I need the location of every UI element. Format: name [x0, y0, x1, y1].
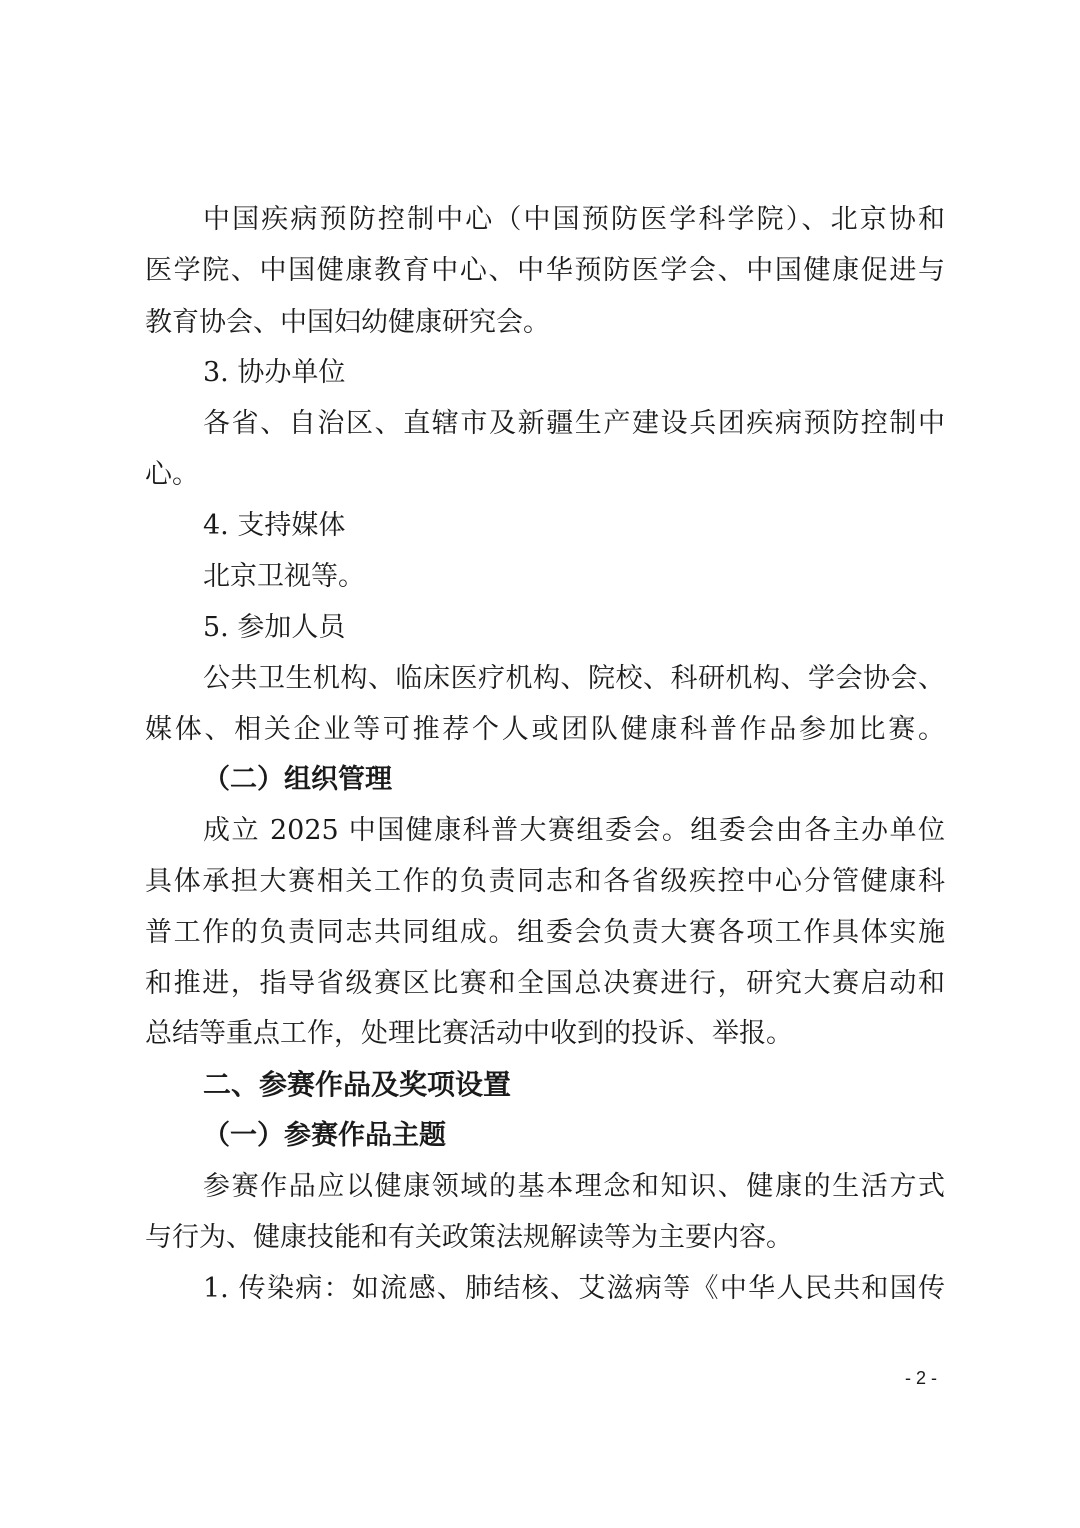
paragraph-line: 和推进，指导省级赛区比赛和全国总决赛进行，研究大赛启动和: [145, 968, 945, 999]
paragraph-line: 中国疾病预防控制中心（中国预防医学科学院）、北京协和: [203, 204, 945, 235]
paragraph-line: 具体承担大赛相关工作的负责同志和各省级疾控中心分管健康科: [145, 866, 945, 897]
paragraph-line: 参赛作品应以健康领域的基本理念和知识、健康的生活方式: [203, 1171, 945, 1202]
paragraph-line: 北京卫视等。: [203, 561, 365, 592]
paragraph-line: 1. 传染病：如流感、肺结核、艾滋病等《中华人民共和国传: [203, 1273, 945, 1304]
paragraph-line: 总结等重点工作，处理比赛活动中收到的投诉、举报。: [145, 1018, 793, 1049]
section-item-heading: 5. 参加人员: [203, 612, 346, 643]
paragraph-line: 普工作的负责同志共同组成。组委会负责大赛各项工作具体实施: [145, 917, 945, 948]
subsection-heading: （一）参赛作品主题: [203, 1120, 446, 1151]
paragraph-line: 媒体、相关企业等可推荐个人或团队健康科普作品参加比赛。: [145, 714, 945, 745]
section-heading: 二、参赛作品及奖项设置: [203, 1068, 512, 1101]
paragraph-line: 与行为、健康技能和有关政策法规解读等为主要内容。: [145, 1222, 793, 1253]
subsection-heading: （二）组织管理: [203, 764, 392, 795]
paragraph-line: 各省、自治区、直辖市及新疆生产建设兵团疾病预防控制中: [203, 408, 945, 439]
paragraph-line: 公共卫生机构、临床医疗机构、院校、科研机构、学会协会、: [203, 663, 945, 694]
page-number: - 2 -: [905, 1368, 938, 1388]
paragraph-line: 医学院、中国健康教育中心、中华预防医学会、中国健康促进与: [145, 255, 945, 286]
paragraph-line: 教育协会、中国妇幼健康研究会。: [145, 307, 550, 338]
section-item-heading: 3. 协办单位: [203, 357, 346, 388]
paragraph-line: 心。: [145, 459, 199, 490]
paragraph-line: 成立 2025 中国健康科普大赛组委会。组委会由各主办单位: [203, 815, 945, 846]
section-item-heading: 4. 支持媒体: [203, 510, 346, 541]
